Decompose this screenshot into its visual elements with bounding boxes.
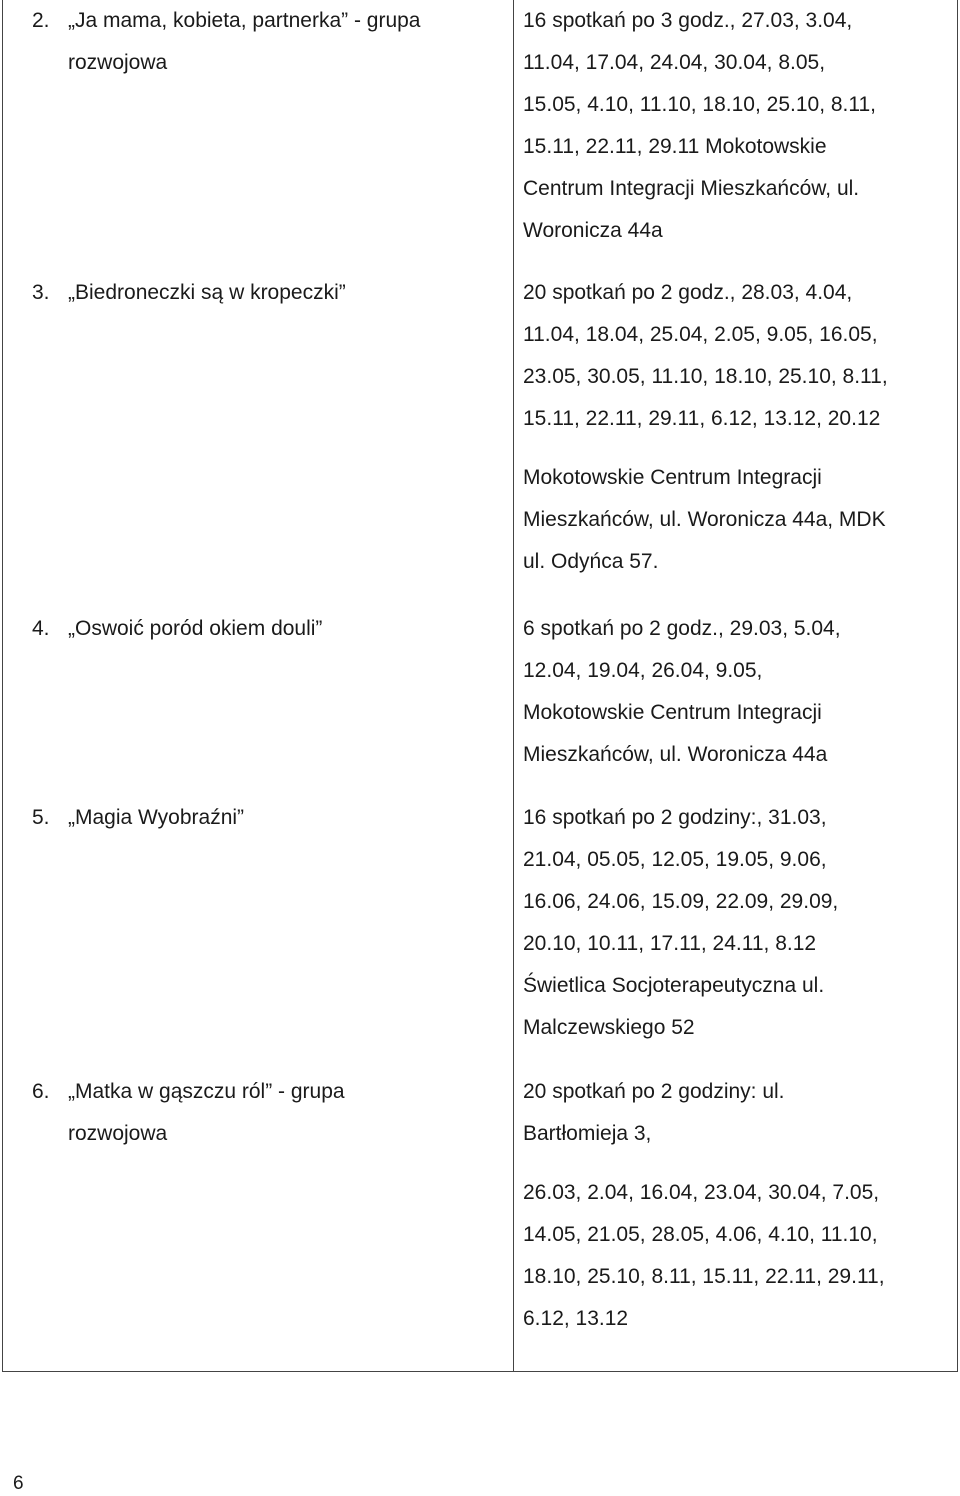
detail-line: 26.03, 2.04, 16.04, 23.04, 30.04, 7.05,	[523, 1181, 880, 1204]
detail-line: 21.04, 05.05, 12.05, 19.05, 9.06,	[523, 848, 827, 871]
program-details	[523, 608, 953, 776]
detail-line: 18.10, 25.10, 8.11, 15.11, 22.11, 29.11,	[523, 1265, 885, 1288]
detail-line: 15.11, 22.11, 29.11, 6.12, 13.12, 20.12	[523, 407, 881, 430]
program-title: „Matka w gąszczu ról” - grupa rozwojowa	[68, 1080, 345, 1145]
detail-line: 23.05, 30.05, 11.10, 18.10, 25.10, 8.11,	[523, 365, 888, 388]
detail-line: 11.04, 17.04, 24.04, 30.04, 8.05,	[523, 51, 826, 74]
detail-line: Mokotowskie Centrum Integracji	[523, 466, 822, 489]
detail-line: 6 spotkań po 2 godz., 29.03, 5.04,	[523, 617, 841, 640]
program-details	[523, 797, 953, 1049]
detail-line: 15.11, 22.11, 29.11 Mokotowskie	[523, 135, 827, 158]
detail-line: 20.10, 10.11, 17.11, 24.11, 8.12	[523, 932, 817, 955]
detail-line: 6.12, 13.12	[523, 1307, 629, 1330]
column-divider	[513, 0, 514, 1371]
program-details	[523, 272, 953, 583]
detail-line: 11.04, 18.04, 25.04, 2.05, 9.05, 16.05,	[523, 323, 878, 346]
detail-line: Mokotowskie Centrum Integracji	[523, 701, 822, 724]
program-number: 2.	[32, 9, 50, 32]
detail-line: Mieszkańców, ul. Woronicza 44a	[523, 743, 828, 766]
detail-line: 14.05, 21.05, 28.05, 4.06, 4.10, 11.10,	[523, 1223, 878, 1246]
detail-line: ul. Odyńca 57.	[523, 550, 659, 573]
program-title: „Ja mama, kobieta, partnerka” - grupa rozwojowa	[68, 9, 421, 74]
program-table	[2, 0, 958, 1372]
detail-line: Mieszkańców, ul. Woronicza 44a, MDK	[523, 508, 886, 531]
detail-line: 20 spotkań po 2 godz., 28.03, 4.04,	[523, 281, 853, 304]
program-number: 3.	[32, 281, 50, 304]
program-title: „Biedroneczki są w kropeczki”	[68, 281, 346, 304]
detail-line: Bartłomieja 3,	[523, 1122, 652, 1145]
detail-gap	[523, 1155, 953, 1172]
program-details	[523, 1071, 953, 1340]
detail-line: Centrum Integracji Mieszkańców, ul.	[523, 177, 860, 200]
program-number: 6.	[32, 1080, 50, 1103]
detail-line: Woronicza 44a	[523, 219, 663, 242]
detail-line: 16 spotkań po 3 godz., 27.03, 3.04,	[523, 9, 853, 32]
detail-line: Malczewskiego 52	[523, 1016, 695, 1039]
detail-line: 12.04, 19.04, 26.04, 9.05,	[523, 659, 763, 682]
page-number: 6	[13, 1473, 24, 1494]
program-number: 4.	[32, 617, 50, 640]
program-details	[523, 0, 953, 252]
detail-line: 20 spotkań po 2 godziny: ul.	[523, 1080, 785, 1103]
detail-line: 15.05, 4.10, 11.10, 18.10, 25.10, 8.11,	[523, 93, 877, 116]
program-number: 5.	[32, 806, 50, 829]
detail-line: Świetlica Socjoterapeutyczna ul.	[523, 974, 825, 997]
program-title: „Magia Wyobraźni”	[68, 806, 245, 829]
detail-gap	[523, 440, 953, 457]
program-title: „Oswoić poród okiem douli”	[68, 617, 323, 640]
detail-line: 16 spotkań po 2 godziny:, 31.03,	[523, 806, 827, 829]
detail-line: 16.06, 24.06, 15.09, 22.09, 29.09,	[523, 890, 839, 913]
